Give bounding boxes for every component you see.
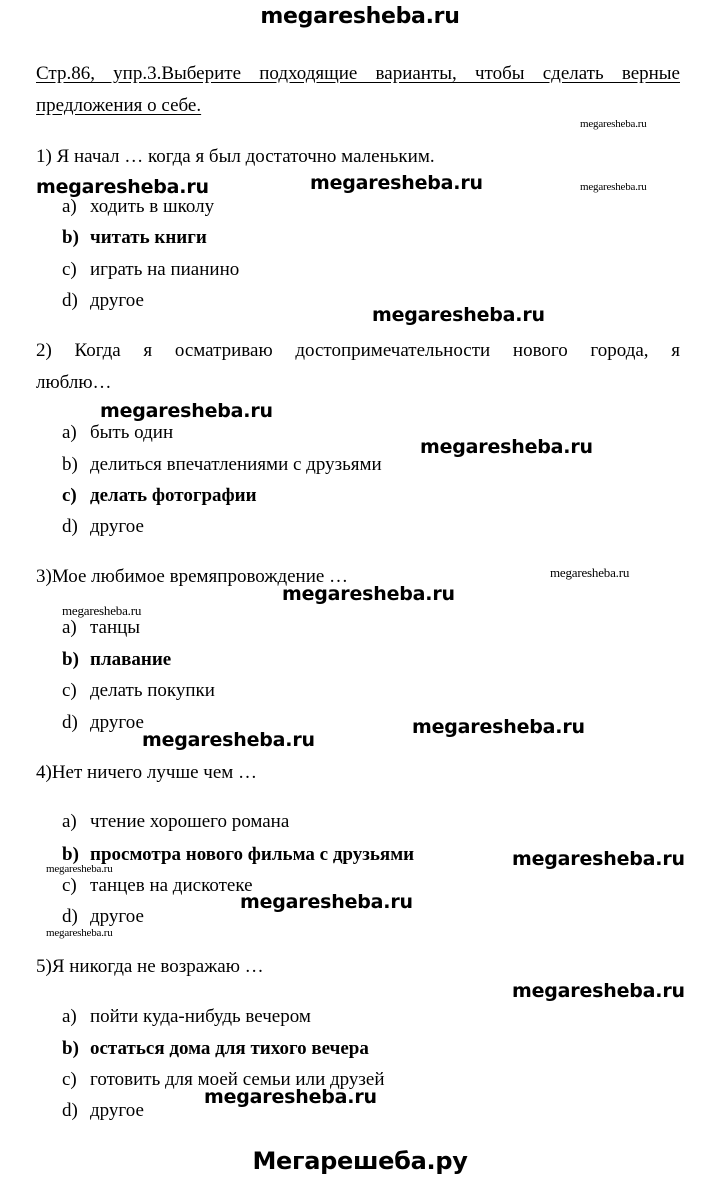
option-label: d) <box>62 712 78 733</box>
option-text: быть один <box>90 422 174 443</box>
exercise-title-line-1: Стр.86, упр.3.Выберите подходящие варианты, чтобы сделать верные <box>36 63 680 84</box>
option-label: a) <box>62 422 77 443</box>
option-text: делиться впечатлениями с друзьями <box>90 454 382 475</box>
question-4-option-b <box>62 845 414 864</box>
option-text: делать фотографии <box>90 485 257 506</box>
option-label: a) <box>62 1006 77 1027</box>
option-label: a) <box>62 196 77 217</box>
option-label: b) <box>62 844 79 865</box>
watermark-small: megaresheba.ru <box>550 565 630 580</box>
option-text: играть на пианино <box>90 259 240 280</box>
option-text: пойти куда-нибудь вечером <box>90 1006 311 1027</box>
option-text: другое <box>90 1100 144 1121</box>
watermark: megaresheba.ru <box>282 583 455 605</box>
option-text: другое <box>90 290 144 311</box>
question-2-text-line-1: 2) Когда я осматриваю достопримечательности нового города, я <box>36 340 680 361</box>
watermark: megaresheba.ru <box>372 304 545 326</box>
watermark: megaresheba.ru <box>240 891 413 913</box>
question-4-option-a <box>62 812 289 831</box>
option-label: c) <box>62 485 77 506</box>
question-2-option-a <box>62 423 173 442</box>
option-label: d) <box>62 906 78 927</box>
question-1-option-b <box>62 228 207 247</box>
watermark: megaresheba.ru <box>512 980 685 1002</box>
option-text: танцы <box>90 617 141 638</box>
watermark: megaresheba.ru <box>204 1086 377 1108</box>
option-label: d) <box>62 290 78 311</box>
question-2-option-d <box>62 517 144 536</box>
watermark-small: megaresheba.ru <box>580 118 647 130</box>
option-text: другое <box>90 906 144 927</box>
option-label: c) <box>62 1069 77 1090</box>
header-watermark: megaresheba.ru <box>260 4 460 29</box>
option-text: другое <box>90 516 144 537</box>
question-1-option-d <box>62 291 144 310</box>
option-text: остаться дома для тихого вечера <box>90 1038 369 1059</box>
option-label: c) <box>62 259 77 280</box>
question-3-option-c <box>62 681 215 700</box>
question-3-text: 3)Мое любимое времяпровождение … <box>36 566 349 587</box>
watermark-small: megaresheba.ru <box>46 863 113 875</box>
question-2-text-line-2: люблю… <box>36 372 112 393</box>
question-2-option-b <box>62 455 382 474</box>
question-1-option-a <box>62 197 214 216</box>
option-label: d) <box>62 1100 78 1121</box>
question-1-text: 1) Я начал … когда я был достаточно маленьким. <box>36 146 435 167</box>
question-4-option-c <box>62 876 253 895</box>
option-text: читать книги <box>90 227 207 248</box>
option-text: готовить для моей семьи или друзей <box>90 1069 385 1090</box>
option-text: танцев на дискотеке <box>90 875 253 896</box>
watermark-small: megaresheba.ru <box>46 927 113 939</box>
option-label: a) <box>62 811 77 832</box>
option-label: b) <box>62 649 79 670</box>
watermark: megaresheba.ru <box>512 848 685 870</box>
option-label: b) <box>62 454 78 475</box>
watermark: megaresheba.ru <box>36 176 209 198</box>
question-5-option-d <box>62 1101 144 1120</box>
option-text: другое <box>90 712 144 733</box>
watermark-small: megaresheba.ru <box>580 181 647 193</box>
watermark: megaresheba.ru <box>420 436 593 458</box>
watermark-small: megaresheba.ru <box>62 603 142 618</box>
watermark: megaresheba.ru <box>142 729 315 751</box>
question-5-option-a <box>62 1007 311 1026</box>
watermark: megaresheba.ru <box>100 400 273 422</box>
option-label: b) <box>62 227 79 248</box>
option-text: чтение хорошего романа <box>90 811 290 832</box>
footer-watermark: Мегарешеба.ру <box>252 1147 468 1175</box>
question-5-text: 5)Я никогда не возражаю … <box>36 956 264 977</box>
option-label: d) <box>62 516 78 537</box>
question-4-text: 4)Нет ничего лучше чем … <box>36 762 258 783</box>
question-1-option-c <box>62 260 239 279</box>
question-3-option-b <box>62 650 171 669</box>
watermark: megaresheba.ru <box>412 716 585 738</box>
option-label: c) <box>62 680 77 701</box>
question-4-option-d <box>62 907 144 926</box>
watermark: megaresheba.ru <box>310 172 483 194</box>
option-label: b) <box>62 1038 79 1059</box>
exercise-title-line-2: предложения о себе. <box>36 95 202 116</box>
option-text: делать покупки <box>90 680 215 701</box>
option-text: просмотра нового фильма с друзьями <box>90 844 415 865</box>
question-2-option-c <box>62 486 257 505</box>
option-text: плавание <box>90 649 172 670</box>
question-5-option-b <box>62 1039 369 1058</box>
option-label: c) <box>62 875 77 896</box>
option-text: ходить в школу <box>90 196 215 217</box>
question-3-option-a <box>62 618 140 637</box>
option-label: a) <box>62 617 77 638</box>
question-3-option-d <box>62 713 144 732</box>
